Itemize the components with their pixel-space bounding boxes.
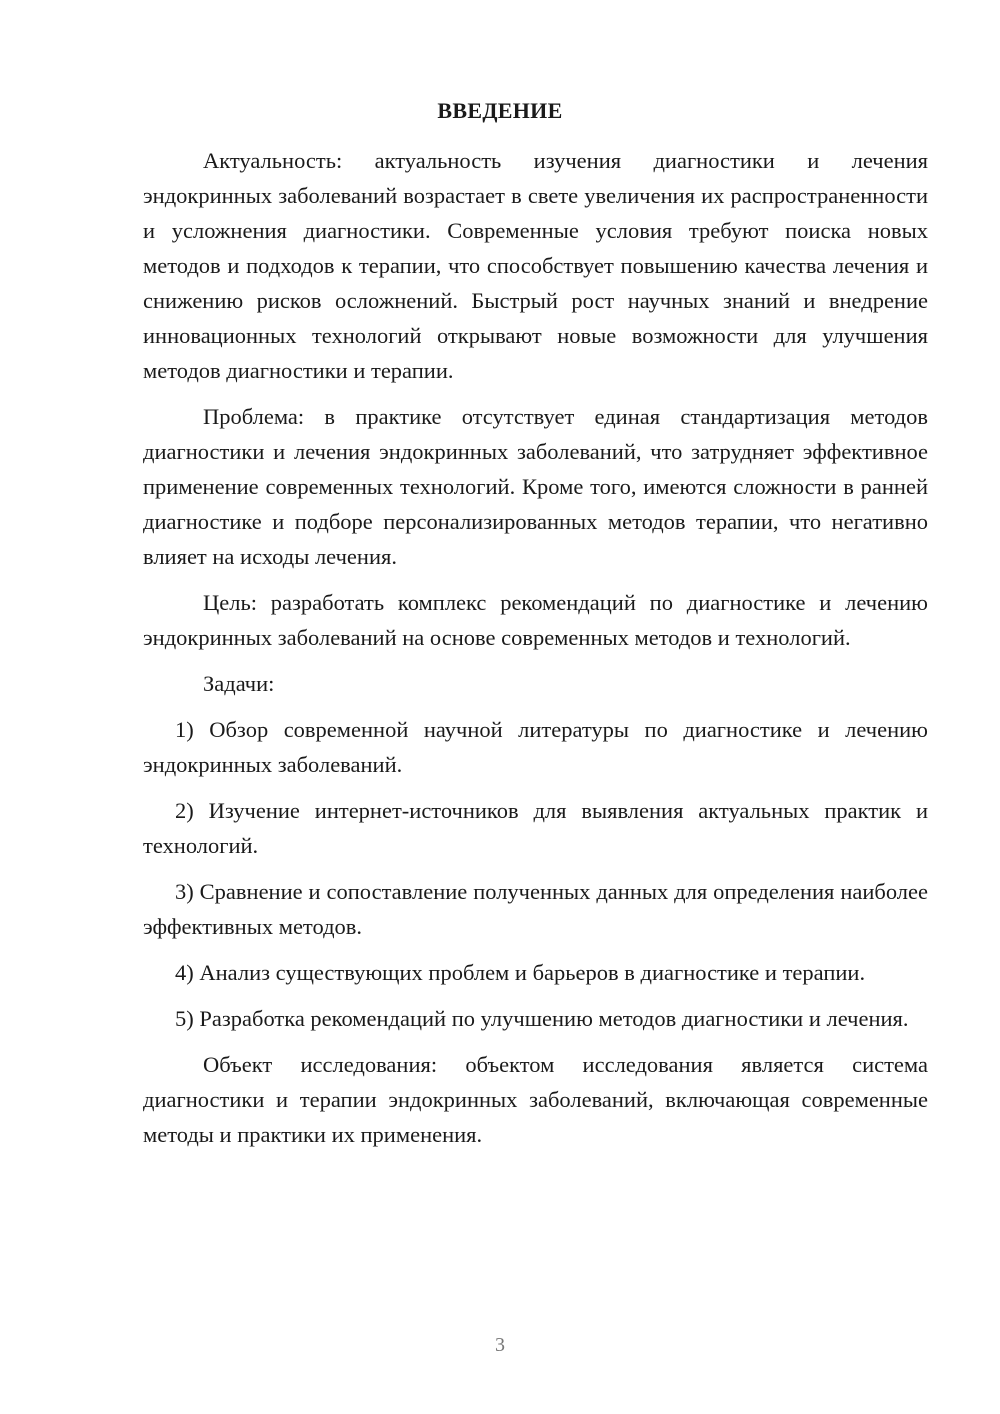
- paragraph-goal: Цель: разработать комплекс рекомендаций по диагностике и лечению эндокринных заболеваний на основе современных методов и технологий.: [143, 590, 928, 650]
- document-body: [143, 143, 928, 1152]
- task-item-5: 5) Разработка рекомендаций по улучшению методов диагностики и лечения.: [175, 1006, 909, 1031]
- task-item-3: 3) Сравнение и сопоставление полученных данных для определения наиболее эффективных методов.: [143, 879, 928, 939]
- tasks-heading: Задачи:: [203, 671, 275, 696]
- paragraph-relevance: Актуальность: актуальность изучения диагностики и лечения эндокринных заболеваний возрастает в свете увеличения их распространенности и усложнения диагностики. Современные условия требуют поиска новых методов и подходов к терапии, что способствует повышению качества лечения и снижению рисков осложнений. Быстрый рост научных знаний и внедрение инновационных технологий открывают новые возможности для улучшения методов диагностики и терапии.: [143, 148, 928, 383]
- task-item-2: 2) Изучение интернет-источников для выявления актуальных практик и технологий.: [143, 798, 928, 858]
- page-number: 3: [495, 1334, 505, 1356]
- task-item-1: 1) Обзор современной научной литературы по диагностике и лечению эндокринных заболеваний.: [143, 717, 928, 777]
- paragraph-problem: Проблема: в практике отсутствует единая стандартизация методов диагностики и лечения эндокринных заболеваний, что затрудняет эффективное применение современных технологий. Кроме того, имеются сложности в ранней диагностике и подборе персонализированных методов терапии, что негативно влияет на исходы лечения.: [143, 404, 928, 569]
- task-item-4: 4) Анализ существующих проблем и барьеров в диагностике и терапии.: [175, 960, 866, 985]
- paragraph-object: Объект исследования: объектом исследования является система диагностики и терапии эндокринных заболеваний, включающая современные методы и практики их применения.: [143, 1052, 928, 1147]
- page-title: ВВЕДЕНИЕ: [437, 98, 563, 123]
